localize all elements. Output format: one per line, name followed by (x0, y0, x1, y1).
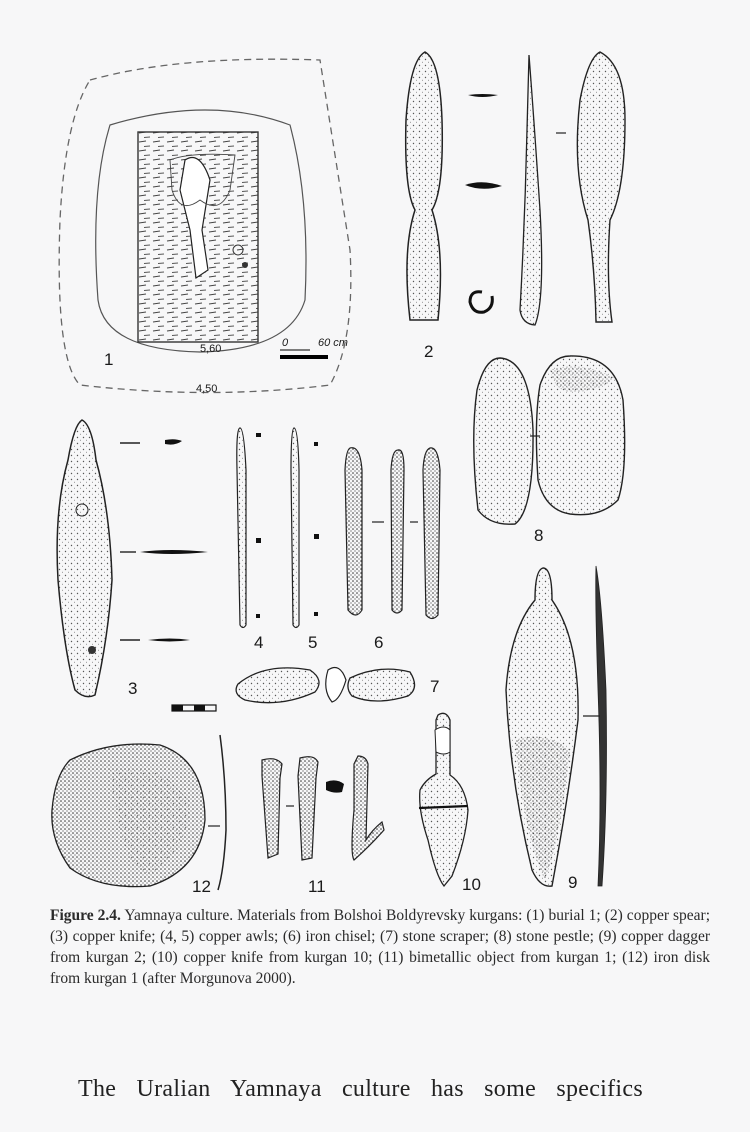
copper-spear-drawing (406, 52, 625, 361)
copper-awls-drawing (237, 428, 319, 652)
label-9: 9 (568, 873, 578, 892)
label-8: 8 (534, 526, 544, 545)
figure-plate (40, 40, 720, 900)
iron-chisel-drawing (345, 448, 440, 652)
label-3: 3 (128, 679, 138, 698)
stone-pestle-drawing (474, 356, 625, 545)
dimension-outer: 4,50 (196, 383, 218, 395)
caption-label: Figure 2.4. (50, 907, 121, 924)
artifact-drawings (40, 40, 720, 900)
label-1: 1 (104, 350, 114, 369)
label-10: 10 (462, 875, 481, 894)
dimension-inner: 5,60 (200, 343, 222, 355)
label-4: 4 (254, 633, 264, 652)
body-text: The Uralian Yamnaya culture has some specifics (78, 1076, 643, 1102)
figure-caption (50, 905, 710, 989)
copper-knife-kurgan10-drawing (419, 713, 481, 894)
iron-disk-drawing (52, 735, 226, 896)
label-2: 2 (424, 342, 434, 361)
label-11: 11 (308, 877, 326, 896)
scale-start: 0 (282, 337, 289, 349)
copper-dagger-drawing (506, 566, 607, 892)
label-7: 7 (430, 677, 440, 696)
burial-plan-drawing (59, 59, 351, 395)
stone-scraper-drawing (236, 668, 439, 703)
scale-end: 60 cm (318, 337, 348, 349)
copper-knife-drawing (57, 420, 216, 711)
bimetallic-object-drawing (262, 756, 384, 896)
label-5: 5 (308, 633, 318, 652)
label-12: 12 (192, 877, 211, 896)
label-6: 6 (374, 633, 384, 652)
caption-text: Yamnaya culture. Materials from Bolshoi Boldyrevsky kurgans: (1) burial 1; (2) copper spear; (3) copper knife; (4, 5) copper awls; (6) iron chisel; (7) stone scraper; (8) stone pestle; (9) copper dagger from kurgan 2; (10) copper knife from kurgan 10; (11) bimetallic object from kurgan 1; (12) iron disk from kurgan 1 (after Morgunova 2000). (50, 907, 711, 987)
